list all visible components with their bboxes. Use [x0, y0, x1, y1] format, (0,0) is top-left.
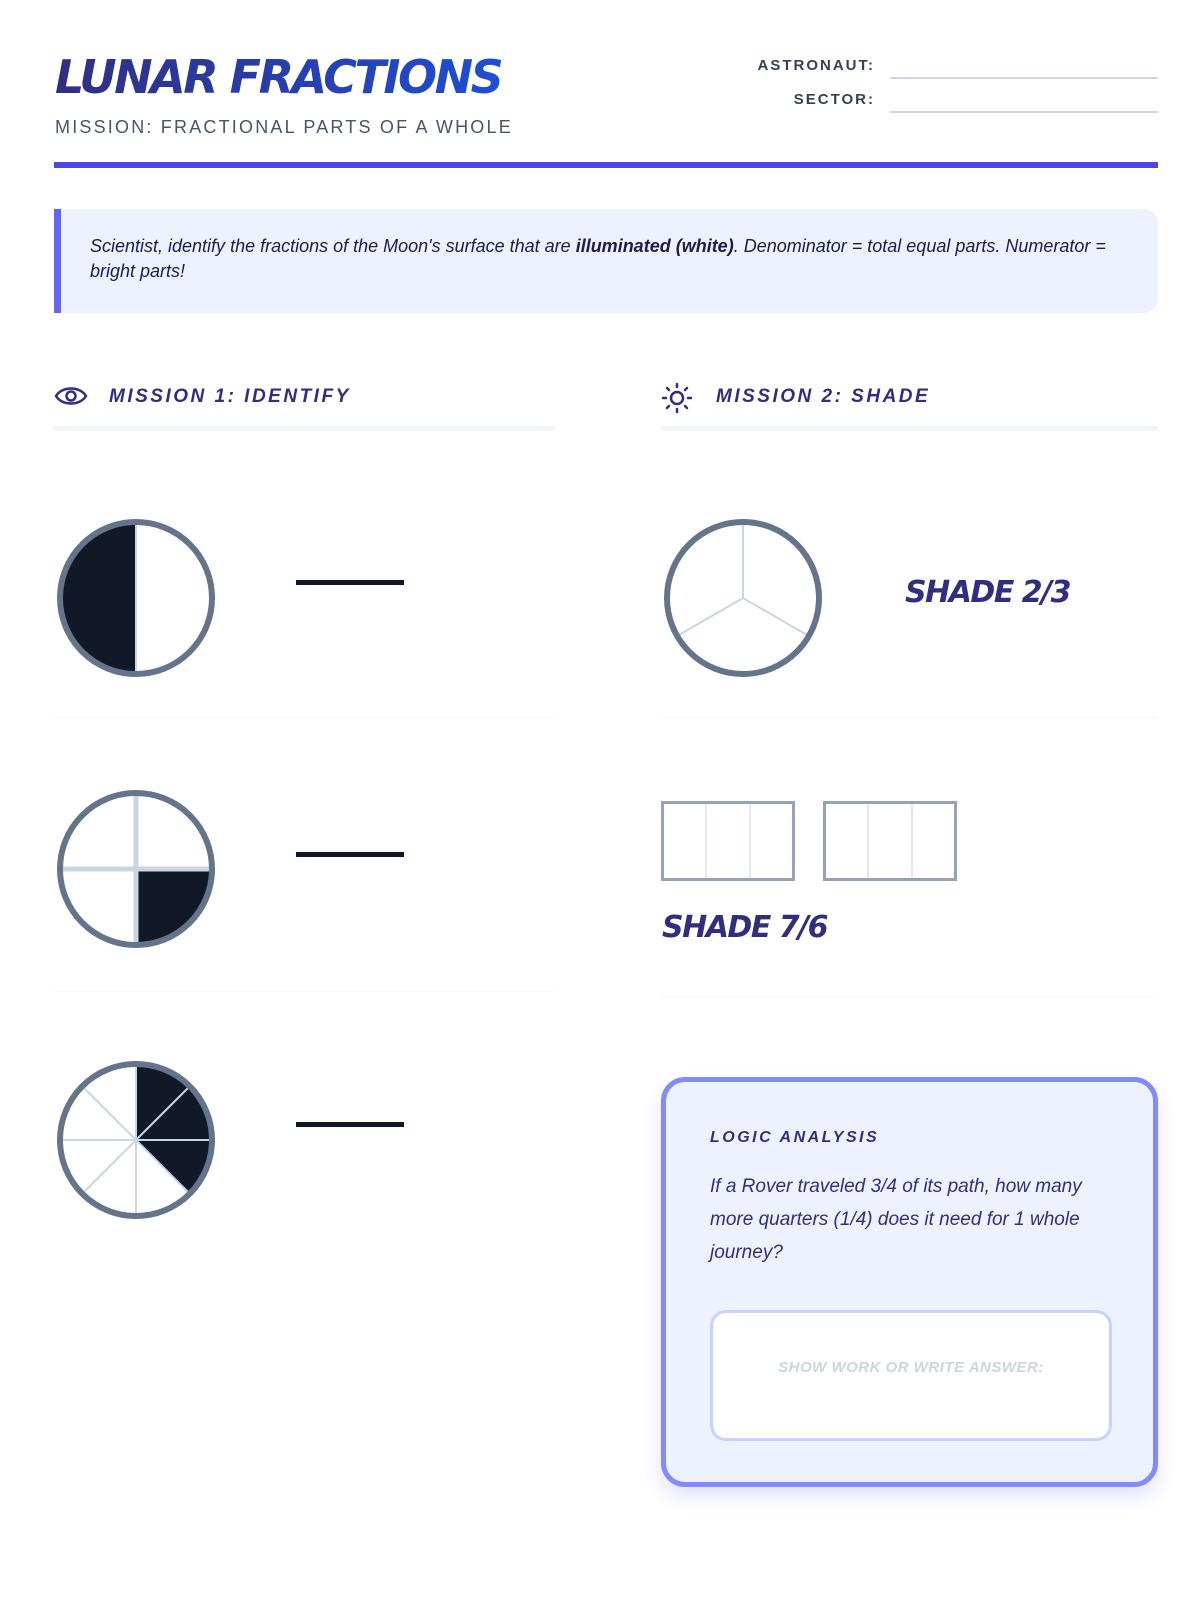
logic-analysis-card	[661, 1077, 1158, 1487]
shade-2-3-label: SHADE 2/3	[905, 575, 1070, 610]
moon-quarters	[54, 787, 218, 951]
instructions-emphasis: illuminated (white)	[575, 236, 734, 256]
logic-title: LOGIC ANALYSIS	[710, 1129, 880, 1146]
answer-line-2[interactable]	[296, 852, 404, 857]
mission2-heading: MISSION 2: SHADE	[716, 386, 931, 407]
answer-line-3[interactable]	[296, 1122, 404, 1127]
shade-rect-2[interactable]	[823, 801, 957, 881]
shade-circle-thirds[interactable]	[661, 516, 825, 680]
sector-field[interactable]	[890, 111, 1158, 113]
sector-label: SECTOR:	[793, 91, 875, 108]
row-divider	[54, 990, 554, 992]
moon-eighths	[54, 1058, 218, 1222]
logic-question: If a Rover traveled 3/4 of its path, how many more quarters (1/4) does it need for 1 whole journey?	[710, 1176, 1082, 1263]
lit-wedge	[136, 522, 212, 674]
worksheet-title: LUNAR FRACTIONS	[55, 50, 502, 104]
eye-icon	[54, 384, 88, 408]
sun-icon	[661, 382, 693, 414]
row-divider	[54, 717, 554, 719]
instructions-box	[54, 209, 1158, 313]
row-divider	[661, 717, 1158, 719]
row-divider	[661, 996, 1158, 998]
header-divider	[54, 162, 1158, 168]
mission1-heading: MISSION 1: IDENTIFY	[109, 386, 351, 407]
shade-rect-1[interactable]	[661, 801, 795, 881]
astronaut-label: ASTRONAUT:	[757, 57, 875, 74]
worksheet-subtitle: MISSION: FRACTIONAL PARTS OF A WHOLE	[55, 117, 513, 137]
astronaut-field[interactable]	[890, 77, 1158, 79]
answer-input[interactable]: SHOW WORK OR WRITE ANSWER:	[710, 1310, 1112, 1441]
instructions-lead: Scientist, identify the fractions of the Moon's surface that are	[90, 236, 576, 256]
shade-7-6-label: SHADE 7/6	[662, 910, 827, 945]
mission1-rule	[54, 426, 554, 431]
mission2-rule	[661, 426, 1158, 431]
dark-wedge	[60, 522, 136, 674]
moon-halves	[54, 516, 218, 680]
answer-line-1[interactable]	[296, 580, 404, 585]
instructions-rest: . Denominator = total equal parts. Numerator = bright parts!	[90, 236, 1106, 281]
